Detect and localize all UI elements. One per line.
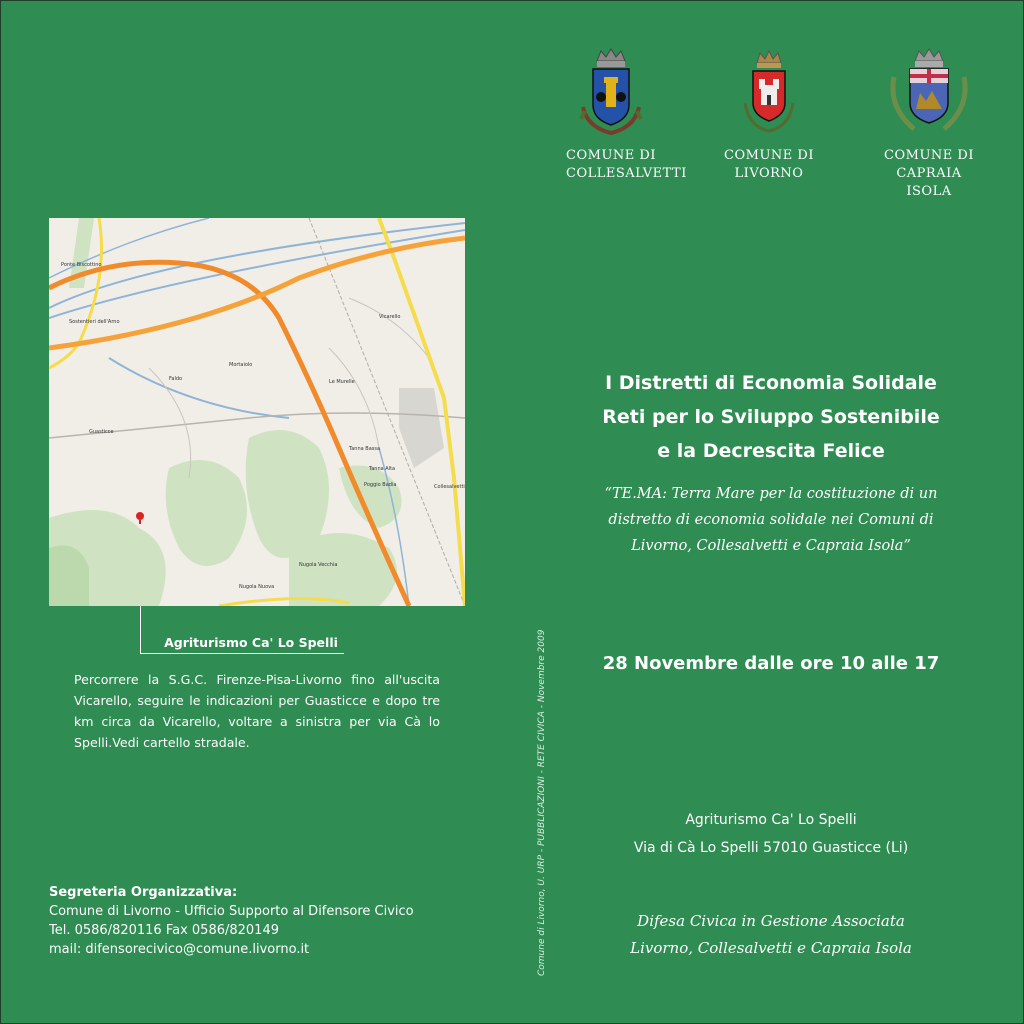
svg-text:Nugola Nuova: Nugola Nuova xyxy=(239,584,275,590)
svg-text:Guasticce: Guasticce xyxy=(89,429,114,435)
venue-name: Agriturismo Ca' Lo Spelli xyxy=(685,812,857,828)
event-venue xyxy=(561,806,981,862)
svg-text:Faldo: Faldo xyxy=(169,376,183,382)
event-organizer xyxy=(561,908,981,962)
map-pointer-line xyxy=(140,606,141,653)
crest-line1: COMUNE DI xyxy=(724,148,814,163)
crest-livorno xyxy=(724,47,814,183)
subtitle-line-1: “TE.MA: Terra Mare per la costituzione di un xyxy=(604,486,938,502)
secretariat-email[interactable]: mail: difensorecivico@comune.livorno.it xyxy=(49,942,310,957)
secretariat-heading: Segreteria Organizzativa: xyxy=(49,885,238,900)
vertical-publication-note: Comune di Livorno, U. URP - PUBBLICAZIONI - RETE CIVICA - Novembre 2009 xyxy=(537,629,547,976)
crest-line2: LIVORNO xyxy=(734,166,804,181)
svg-text:Collesalvetti: Collesalvetti xyxy=(434,484,465,490)
svg-text:Tanna Alta: Tanna Alta xyxy=(369,466,396,472)
secretariat-office: Comune di Livorno - Ufficio Supporto al Difensore Civico xyxy=(49,904,414,919)
title-line-1: I Distretti di Economia Solidale xyxy=(605,372,937,394)
crest-capraia xyxy=(884,47,974,201)
svg-text:Sostentieri dell'Arno: Sostentieri dell'Arno xyxy=(69,319,120,325)
map-venue-label: Agriturismo Ca' Lo Spelli xyxy=(164,635,338,650)
svg-text:Nugola Vecchia: Nugola Vecchia xyxy=(299,562,338,568)
svg-text:Poggio Badia: Poggio Badia xyxy=(364,482,397,488)
livorno-coat-of-arms-icon xyxy=(731,47,807,139)
secretariat-block xyxy=(49,883,469,959)
event-date: 28 Novembre dalle ore 10 alle 17 xyxy=(602,653,940,674)
crest-line1: COMUNE DI xyxy=(884,148,974,163)
svg-text:Tanna Bassa: Tanna Bassa xyxy=(349,446,381,452)
venue-address: Via di Cà Lo Spelli 57010 Guasticce (Li) xyxy=(633,840,909,856)
secretariat-phone: Tel. 0586/820116 Fax 0586/820149 xyxy=(49,923,279,938)
title-line-2: Reti per lo Sviluppo Sostenibile xyxy=(602,406,940,428)
subtitle-line-2: distretto di economia solidale nei Comuni di xyxy=(608,512,934,528)
svg-text:Ponte Biscottino: Ponte Biscottino xyxy=(61,262,102,268)
event-subtitle xyxy=(581,481,961,559)
organizer-line-2: Livorno, Collesalvetti e Capraia Isola xyxy=(630,939,912,957)
organizer-line-1: Difesa Civica in Gestione Associata xyxy=(637,912,905,930)
directions-text: Percorrere la S.G.C. Firenze-Pisa-Livorno fino all'uscita Vicarello, seguire le indicazioni per Guasticce e dopo tre km circa da Vicarello, voltare a sinistra per via Cà lo Spelli.Vedi cartello stradale. xyxy=(74,672,440,750)
svg-text:Le Murelle: Le Murelle xyxy=(329,379,355,385)
svg-text:Vicarello: Vicarello xyxy=(379,314,401,320)
map-pointer-underline xyxy=(140,653,344,654)
road-map-graphic xyxy=(49,218,465,606)
subtitle-line-3: Livorno, Collesalvetti e Capraia Isola” xyxy=(631,538,911,554)
svg-text:Mortaiolo: Mortaiolo xyxy=(229,362,253,368)
title-line-3: e la Decrescita Felice xyxy=(657,440,885,462)
crest-line2: COLLESALVETTI xyxy=(566,166,687,181)
location-map[interactable] xyxy=(49,218,465,606)
event-title xyxy=(561,366,981,468)
collesalvetti-coat-of-arms-icon xyxy=(573,47,649,139)
crest-line1: COMUNE DI xyxy=(566,148,656,163)
capraia-coat-of-arms-icon xyxy=(884,47,974,139)
crest-line2: CAPRAIA ISOLA xyxy=(896,166,962,199)
crest-collesalvetti xyxy=(566,47,687,183)
